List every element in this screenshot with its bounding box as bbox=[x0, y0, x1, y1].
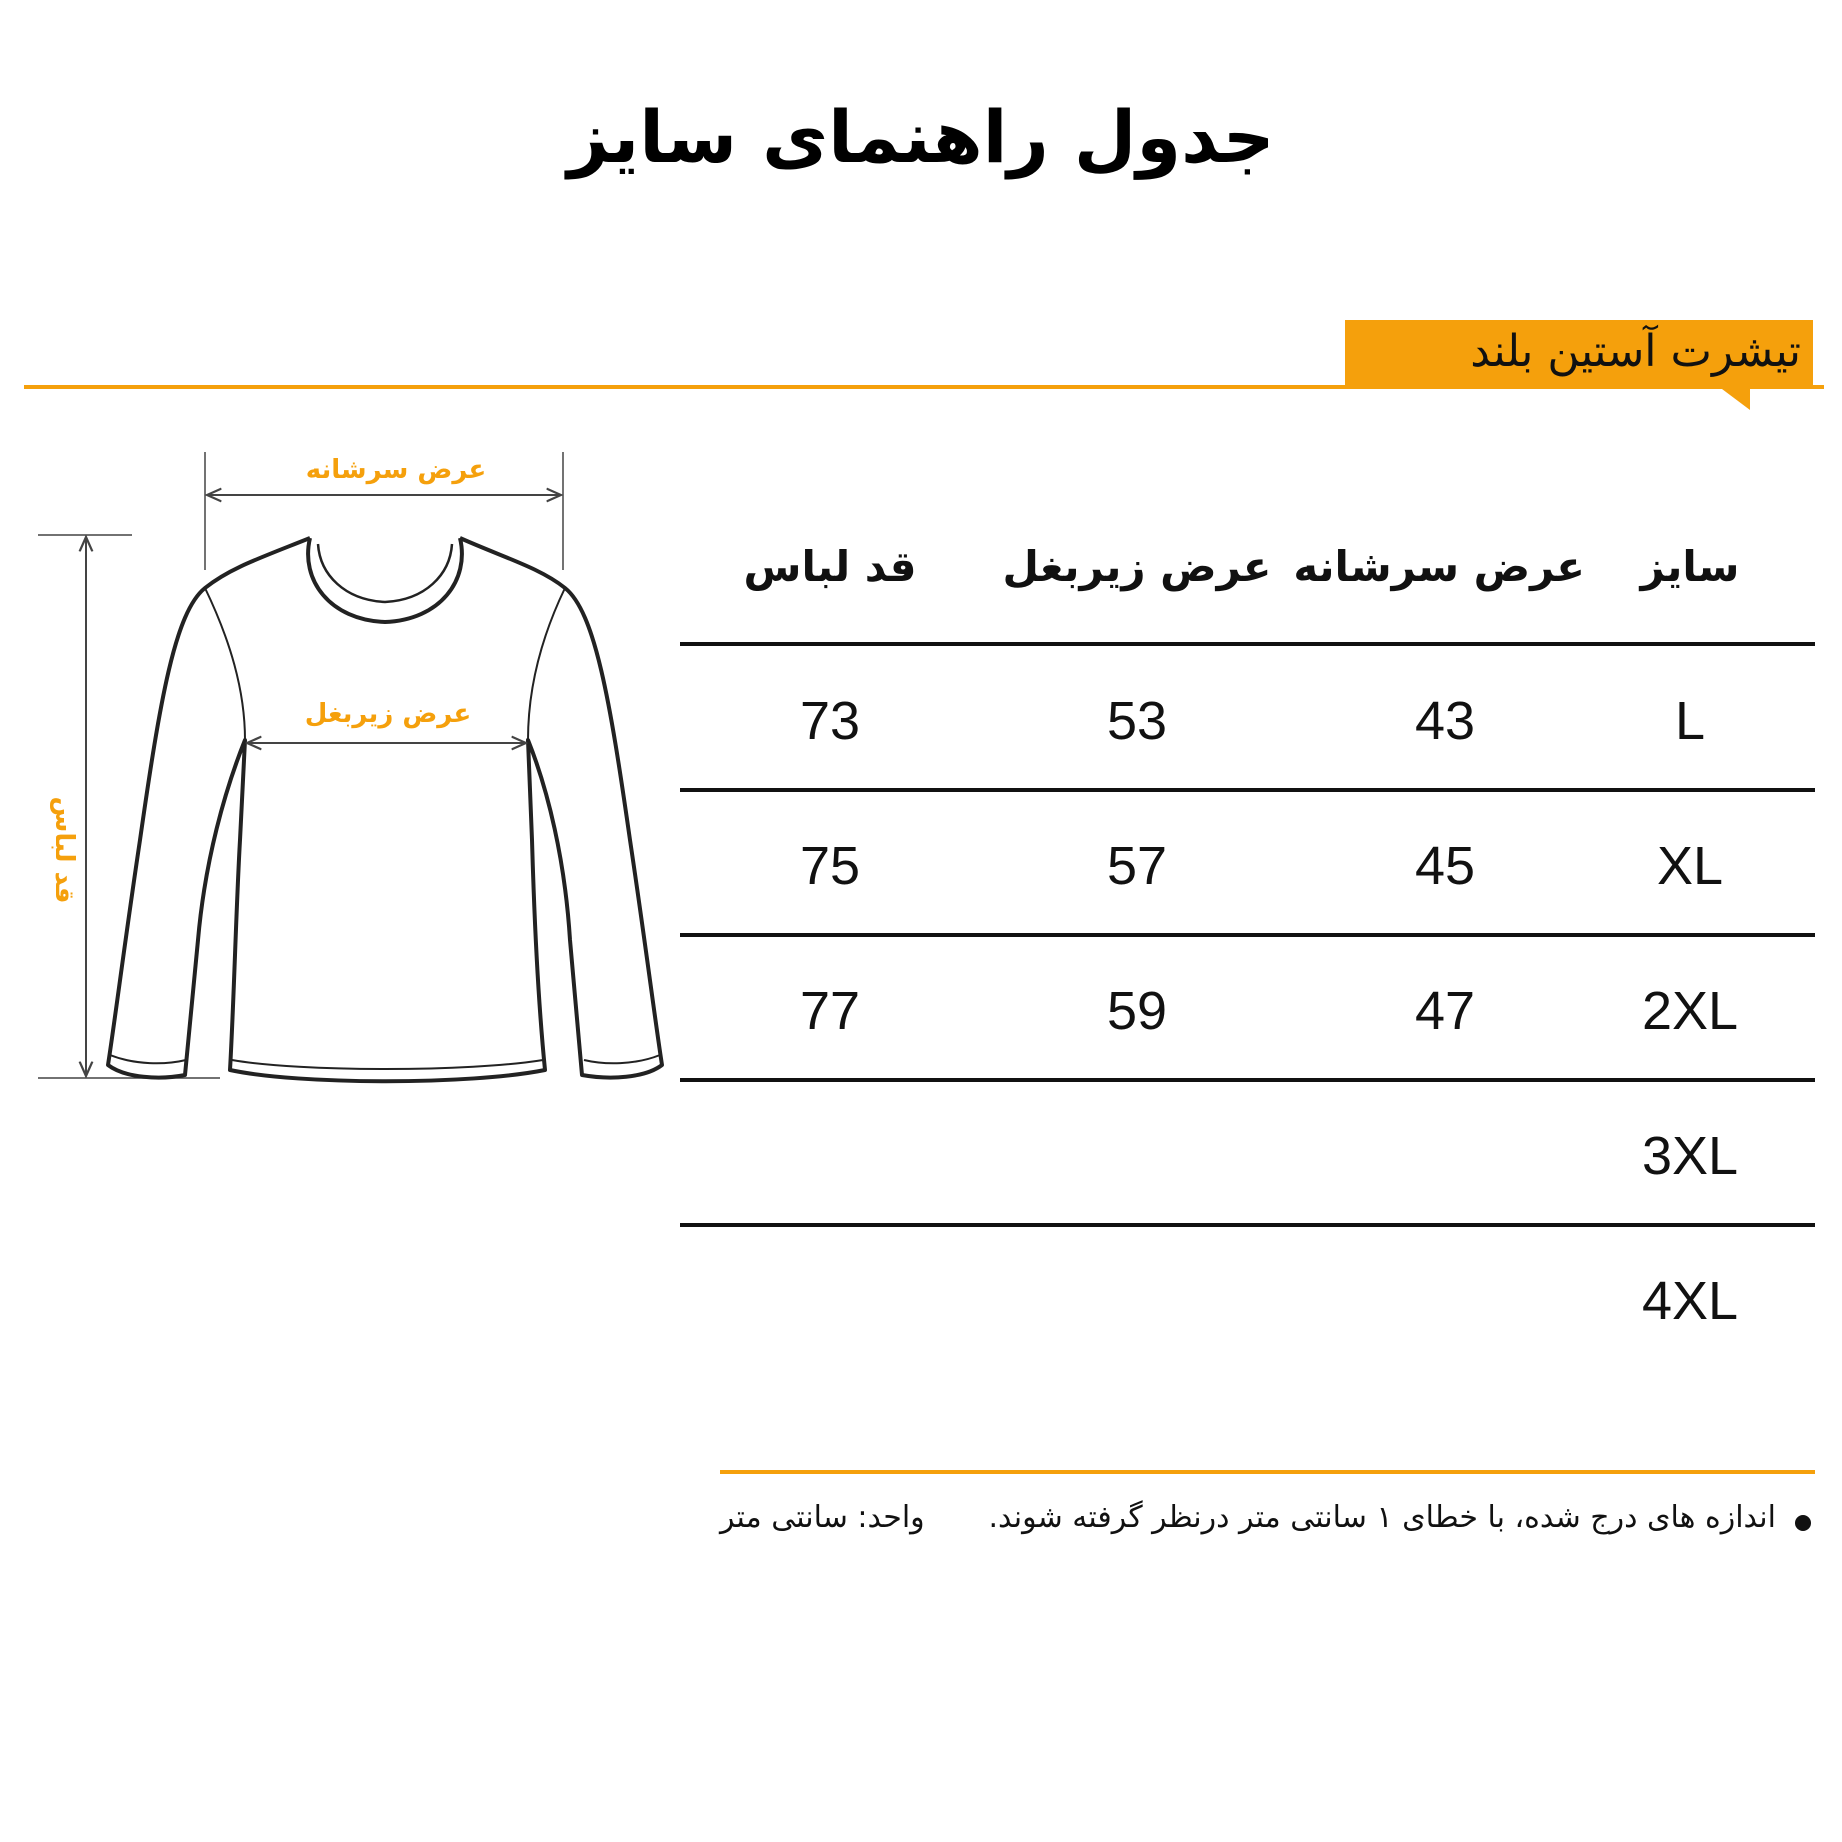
product-tag bbox=[1345, 320, 1813, 388]
table-divider bbox=[680, 642, 1815, 646]
tolerance-note: اندازه های درج شده، با خطای ۱ سانتی متر درنظر گرفته شوند. bbox=[988, 1500, 1776, 1535]
col-header-armpit: عرض زیربغل bbox=[1002, 542, 1272, 591]
table-divider bbox=[680, 1078, 1815, 1082]
cell-armpit: 53 bbox=[1106, 691, 1168, 751]
col-header-length: قد لباس bbox=[743, 542, 917, 591]
cell-size: 4XL bbox=[1641, 1271, 1739, 1331]
cell-length: 73 bbox=[799, 691, 861, 751]
cell-shoulder: 43 bbox=[1414, 691, 1476, 751]
page-title: جدول راهنمای سایز bbox=[567, 95, 1275, 179]
cell-length: 77 bbox=[799, 981, 861, 1041]
cell-length: 75 bbox=[799, 836, 861, 896]
sleeve-seam-right bbox=[528, 588, 565, 740]
col-header-shoulder: عرض سرشانه bbox=[1293, 542, 1585, 591]
shirt-outline bbox=[108, 538, 662, 1081]
table-divider bbox=[680, 1223, 1815, 1227]
footer-divider bbox=[720, 1470, 1815, 1474]
shirt-diagram bbox=[0, 440, 700, 1120]
cell-size: 3XL bbox=[1641, 1126, 1739, 1186]
table-divider bbox=[680, 933, 1815, 937]
cell-armpit: 59 bbox=[1106, 981, 1168, 1041]
collar-outer bbox=[308, 538, 462, 622]
cell-shoulder: 45 bbox=[1414, 836, 1476, 896]
cuff-right bbox=[584, 1055, 660, 1063]
sleeve-seam-left bbox=[205, 588, 245, 740]
table-divider bbox=[680, 788, 1815, 792]
product-tag-label: تیشرت آستین بلند bbox=[1470, 326, 1801, 377]
shoulder-label: عرض سرشانه bbox=[305, 455, 487, 485]
collar-inner bbox=[318, 544, 452, 602]
cell-size: XL bbox=[1656, 836, 1724, 896]
cell-shoulder: 47 bbox=[1414, 981, 1476, 1041]
product-tag-tail bbox=[1718, 386, 1750, 410]
cell-armpit: 57 bbox=[1106, 836, 1168, 896]
col-header-size: سایز bbox=[1640, 542, 1740, 591]
cuff-left bbox=[110, 1055, 186, 1063]
length-label: قد لباس bbox=[49, 796, 79, 904]
bullet-icon bbox=[1795, 1515, 1811, 1531]
cell-size: 2XL bbox=[1641, 981, 1739, 1041]
unit-note: واحد: سانتی متر bbox=[720, 1500, 925, 1535]
armpit-label: عرض زیربغل bbox=[304, 699, 472, 729]
cell-size: L bbox=[1674, 691, 1706, 751]
hem-line bbox=[232, 1060, 543, 1069]
